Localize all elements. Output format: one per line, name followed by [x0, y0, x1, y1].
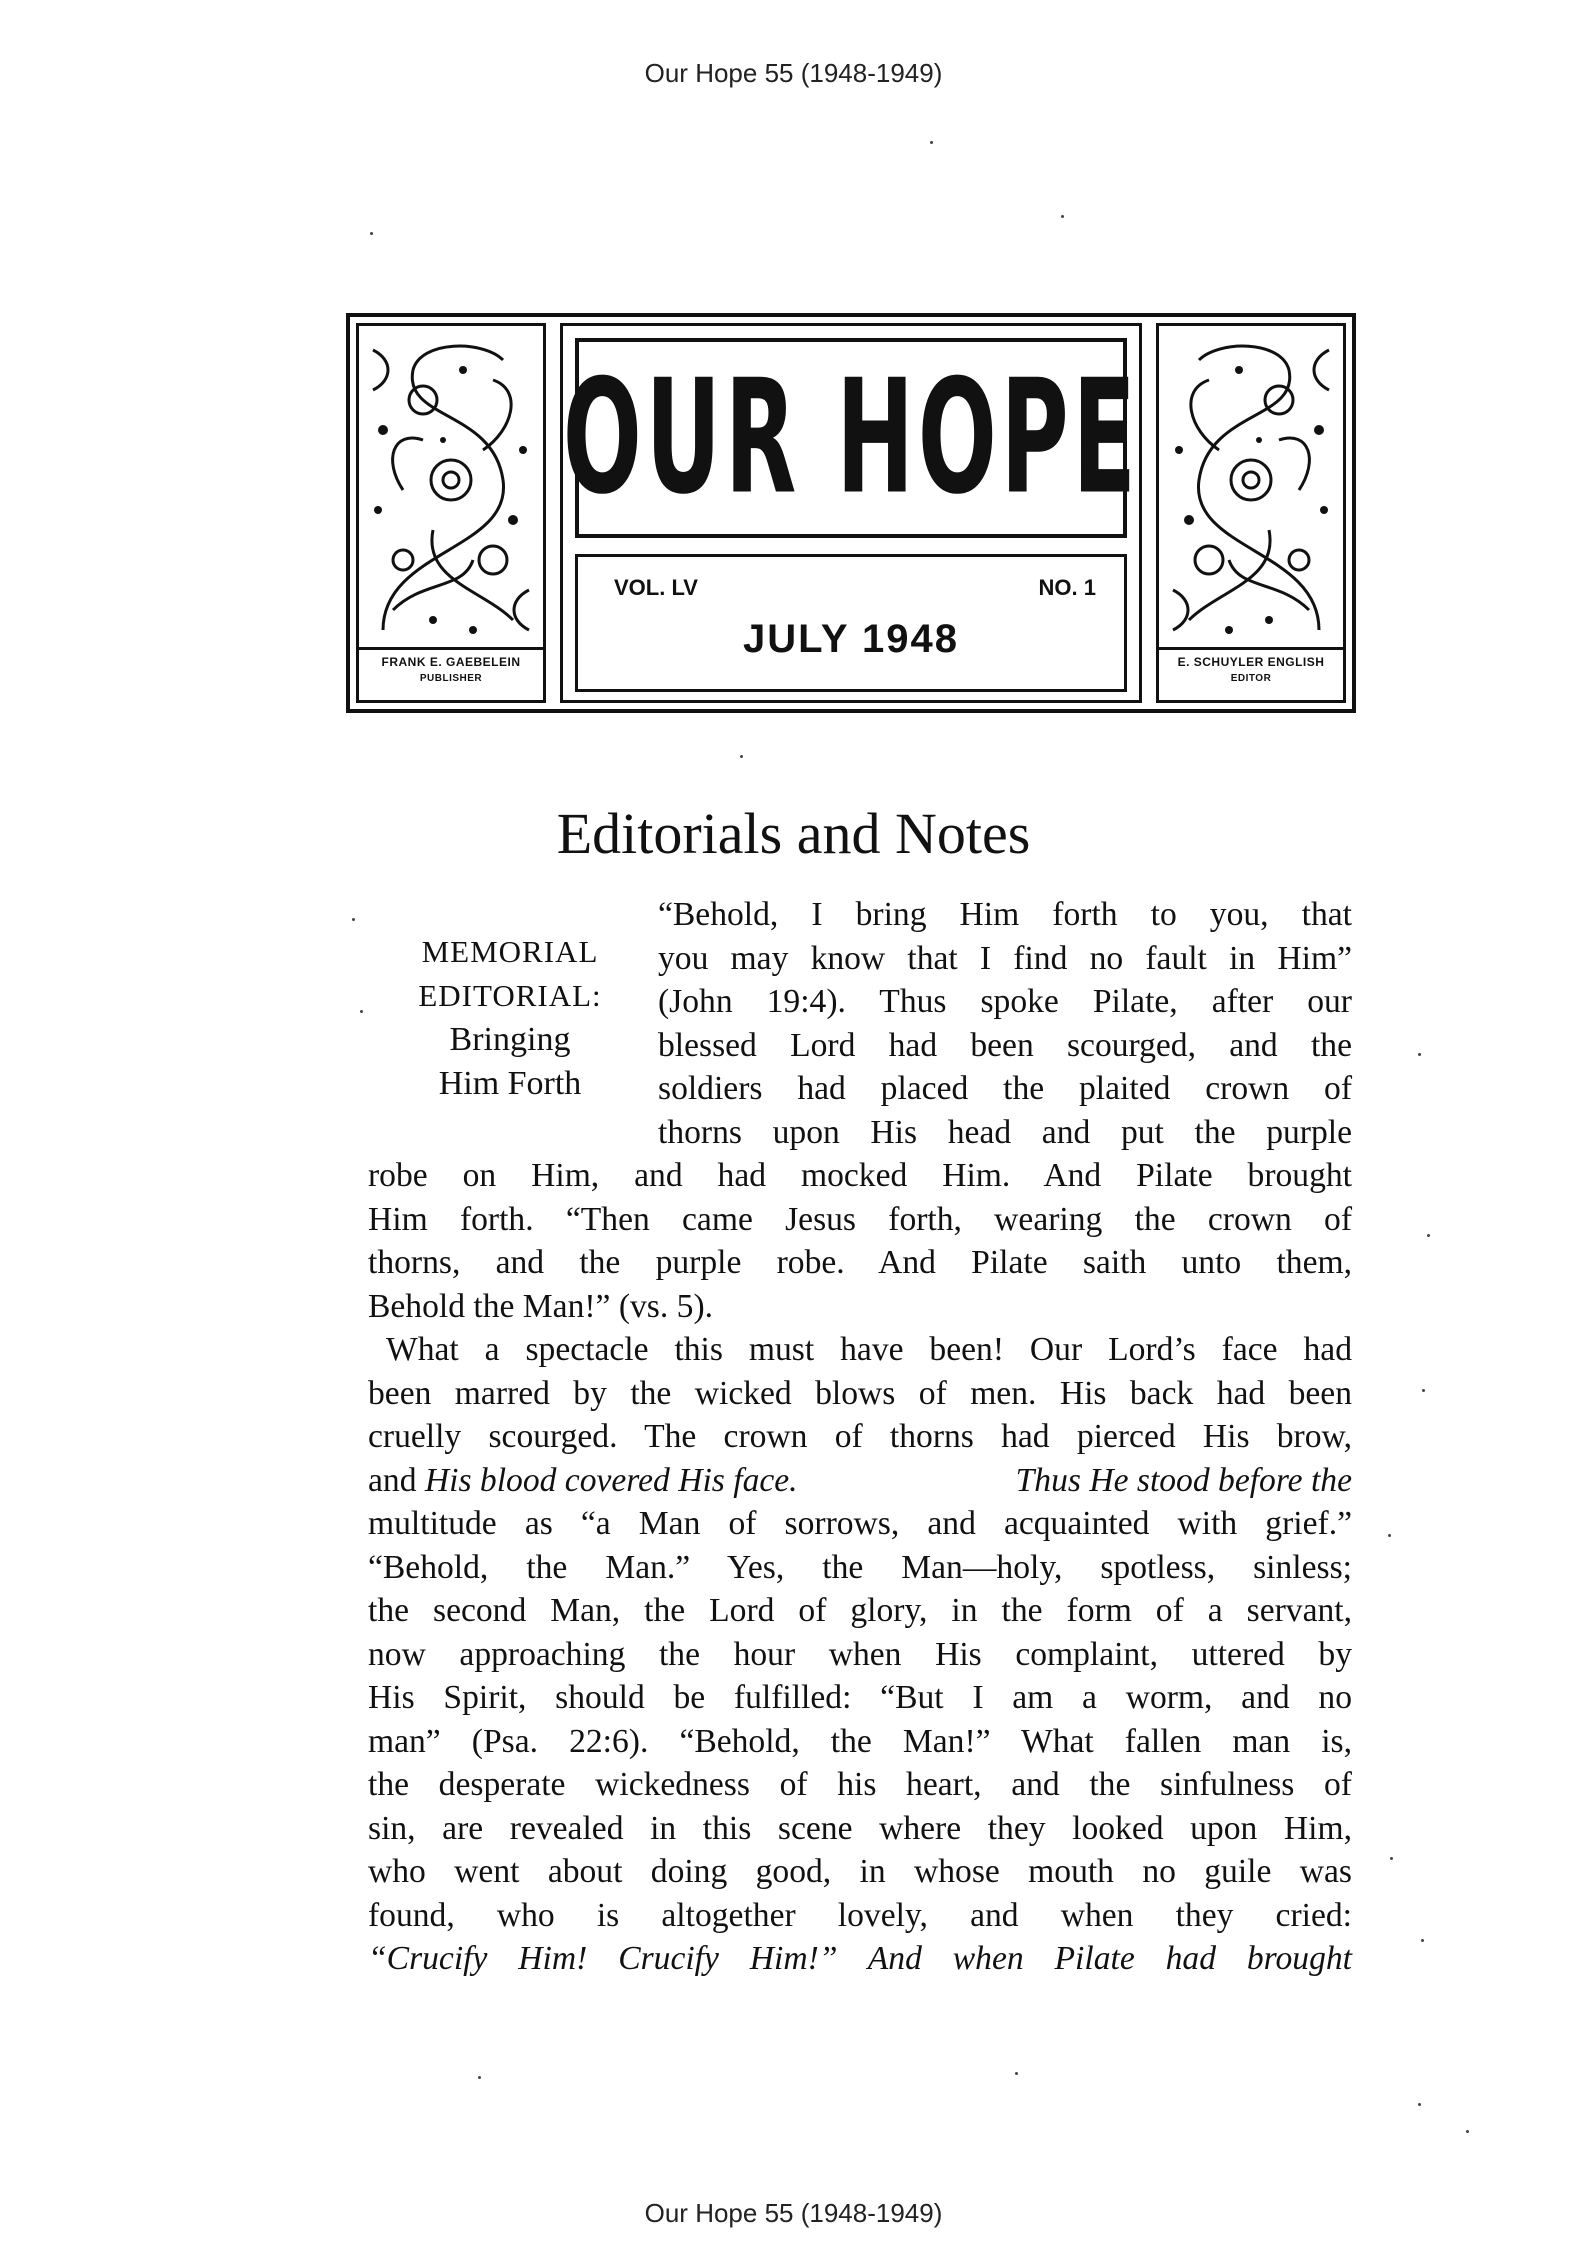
- ornament-panel-left: [356, 323, 546, 703]
- italic-text: His blood covered His face.: [424, 1461, 798, 1499]
- text-line: Behold the Man!” (vs. 5).: [368, 1287, 714, 1325]
- text-line: sin, are revealed in this scene where they looked upon Him,: [368, 1809, 1352, 1847]
- text-line: thorns, and the purple robe. And Pilate saith unto them,: [368, 1244, 1352, 1281]
- masthead-center: [560, 323, 1142, 703]
- text-line: blessed Lord had been scourged, and the: [658, 1026, 1352, 1064]
- title-box: [562, 338, 1140, 538]
- text-line: cruelly scourged. The crown of thorns had pierced His brow,: [368, 1418, 1352, 1455]
- text-line: now approaching the hour when His complaint, uttered by: [368, 1635, 1352, 1673]
- text-segment: and: [368, 1461, 425, 1499]
- text-line: “Behold, I bring Him forth to you, that: [658, 896, 1352, 933]
- issue-number: NO. 1: [1038, 575, 1096, 600]
- text-line: soldiers had placed the plaited crown of: [658, 1070, 1352, 1107]
- running-head-top: Our Hope 55 (1948-1949): [644, 58, 943, 88]
- text-line: His Spirit, should be fulfilled: “But I am a worm, and no: [368, 1679, 1352, 1716]
- italic-text: Thus He stood before the: [1007, 1461, 1352, 1499]
- running-head-bottom: Our Hope 55 (1948-1949): [644, 2198, 943, 2228]
- publisher-caption: [359, 647, 543, 696]
- issue-date: JULY 1948: [743, 617, 959, 661]
- side-heading-line: MEMORIAL: [421, 934, 599, 969]
- text-line: been marred by the wicked blows of men. His back had been: [368, 1374, 1352, 1412]
- text-line: you may know that I find no fault in Him”: [658, 939, 1352, 977]
- volume-label: VOL. LV: [614, 575, 698, 600]
- text-line: thorns upon His head and put the purple: [658, 1113, 1352, 1151]
- editor-role: EDITOR: [1230, 673, 1272, 684]
- text-line-italic: “Crucify Him! Crucify Him!” And when Pilate had brought: [368, 1940, 1352, 1977]
- side-heading-line: Him Forth: [438, 1065, 582, 1102]
- text-line: the desperate wickedness of his heart, and the sinfulness of: [368, 1766, 1352, 1803]
- floral-ornament-icon: [1163, 330, 1339, 650]
- text-line: who went about doing good, in whose mouth no guile was: [368, 1853, 1352, 1890]
- masthead-title: OUR HOPE: [562, 346, 1140, 530]
- text-line: the second Man, the Lord of glory, in the form of a servant,: [368, 1592, 1352, 1629]
- text-line: man” (Psa. 22:6). “Behold, the Man!” What fallen man is,: [368, 1722, 1352, 1760]
- section-title: Editorials and Notes: [556, 801, 1031, 866]
- side-heading: [380, 930, 640, 1106]
- publisher-role: PUBLISHER: [419, 673, 483, 684]
- editor-caption: [1159, 647, 1343, 696]
- side-heading-line: EDITORIAL:: [418, 978, 602, 1013]
- editor-name: E. SCHUYLER ENGLISH: [1177, 655, 1325, 669]
- text-line: robe on Him, and had mocked Him. And Pilate brought: [368, 1157, 1352, 1194]
- text-line: What a spectacle this must have been! Our Lord’s face had: [386, 1331, 1352, 1368]
- main-paragraphs: [368, 1154, 1352, 1981]
- text-line-mixed: [368, 1459, 1352, 1503]
- floral-ornament-icon: [363, 330, 539, 650]
- masthead: [346, 313, 1356, 713]
- side-heading-line: Bringing: [449, 1021, 571, 1058]
- issue-box: [575, 554, 1127, 692]
- publisher-name: FRANK E. GAEBELEIN: [381, 655, 521, 669]
- text-line: multitude as “a Man of sorrows, and acquainted with grief.”: [368, 1505, 1352, 1542]
- text-line: Him forth. “Then came Jesus forth, wearing the crown of: [368, 1200, 1352, 1238]
- text-line: (John 19:4). Thus spoke Pilate, after our: [658, 983, 1352, 1020]
- text-line: “Behold, the Man.” Yes, the Man—holy, spotless, sinless;: [368, 1548, 1352, 1586]
- text-line: found, who is altogether lovely, and when they cried:: [368, 1896, 1352, 1934]
- intro-paragraph: [658, 893, 1352, 1154]
- ornament-panel-right: [1156, 323, 1346, 703]
